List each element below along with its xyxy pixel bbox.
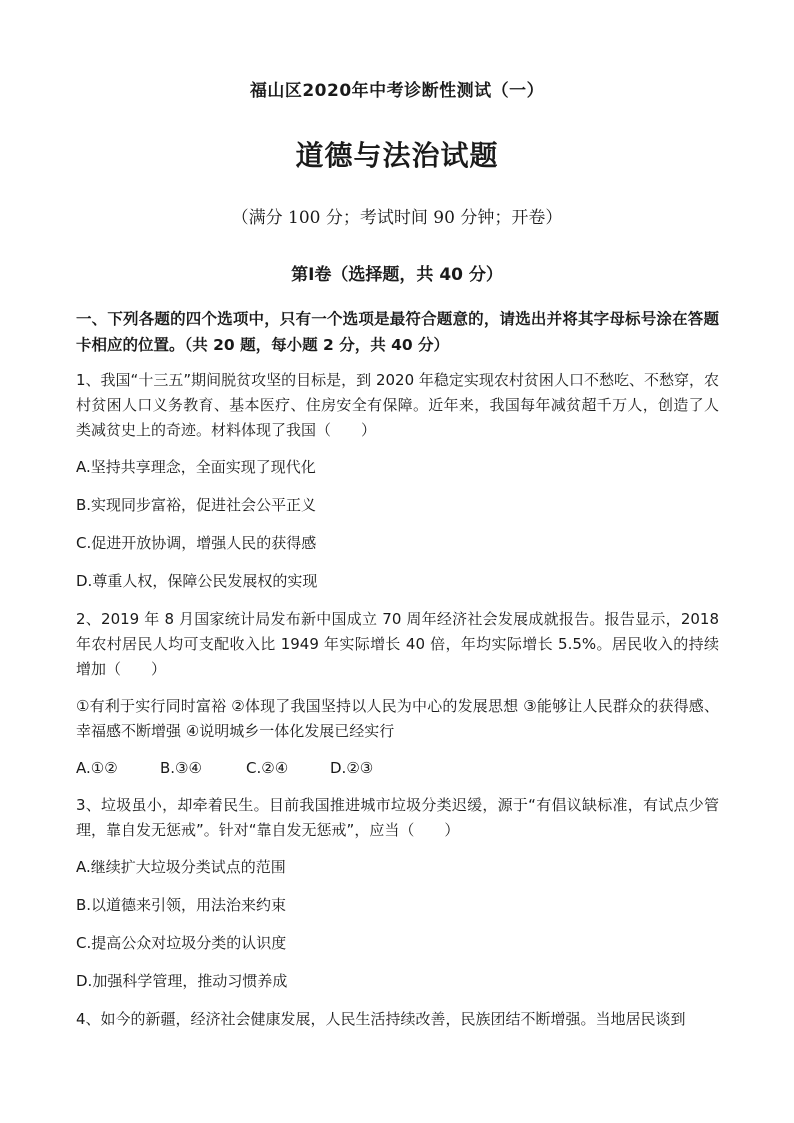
question-4-stem: 4、如今的新疆，经济社会健康发展，人民生活持续改善，民族团结不断增强。当地居民谈到 — [76, 1010, 686, 1028]
question-3-option-d: D.加强科学管理，推动习惯养成 — [76, 972, 288, 990]
subject-title: 道德与法治试题 — [295, 139, 499, 172]
question-2-stem: 2、2019 年 8 月国家统计局发布新中国成立 70 周年经济社会发展成就报告。报告显示，2018 年农村居民人均可支配收入比 1949 年实际增长 40 倍，年均实际增长 5.5%。居民收入的持续增加（ ） — [76, 610, 719, 678]
question-3-option-a: A.继续扩大垃圾分类试点的范围 — [76, 858, 286, 876]
question-2-option-d: D.②③ — [330, 759, 374, 777]
exam-info: （满分 100 分；考试时间 90 分钟；开卷） — [231, 208, 563, 228]
question-1-stem: 1、我国“十三五”期间脱贫攻坚的目标是，到 2020 年稳定实现农村贫困人口不愁吃、不愁穿，农村贫困人口义务教育、基本医疗、住房安全有保障。近年来，我国每年减贫超千万人，创造了人类减贫史上的奇迹。材料体现了我国（ ） — [76, 371, 719, 439]
question-2-option-a: A.①② — [76, 759, 118, 777]
question-3-option-c: C.提高公众对垃圾分类的认识度 — [76, 934, 287, 952]
exam-title: 福山区2020年中考诊断性测试（一） — [249, 81, 545, 101]
question-3-option-b: B.以道德来引领，用法治来约束 — [76, 896, 287, 914]
question-2-option-b: B.③④ — [160, 759, 202, 777]
question-1-option-b: B.实现同步富裕，促进社会公平正义 — [76, 496, 317, 514]
section-instruction: 一、下列各题的四个选项中，只有一个选项是最符合题意的，请选出并将其字母标号涂在答题卡相应的位置。（共 20 题，每小题 2 分，共 40 分） — [76, 310, 719, 354]
question-1-option-d: D.尊重人权，保障公民发展权的实现 — [76, 572, 318, 590]
question-2-option-c: C.②④ — [246, 759, 289, 777]
question-content — [76, 306, 719, 1044]
question-1-option-a: A.坚持共享理念，全面实现了现代化 — [76, 458, 316, 476]
question-3-stem: 3、垃圾虽小，却牵着民生。目前我国推进城市垃圾分类迟缓，源于“有倡议缺标准，有试点少管理，靠自发无惩戒”。针对“靠自发无惩戒”，应当（ ） — [76, 796, 719, 839]
question-2-options — [76, 756, 719, 781]
question-2-statements: ①有利于实行同时富裕 ②体现了我国坚持以人民为中心的发展思想 ③能够让人民群众的获得感、幸福感不断增强 ④说明城乡一体化发展已经实行 — [76, 697, 719, 740]
part-title: 第Ⅰ卷（选择题，共 40 分） — [291, 265, 503, 285]
question-1-option-c: C.促进开放协调，增强人民的获得感 — [76, 534, 317, 552]
